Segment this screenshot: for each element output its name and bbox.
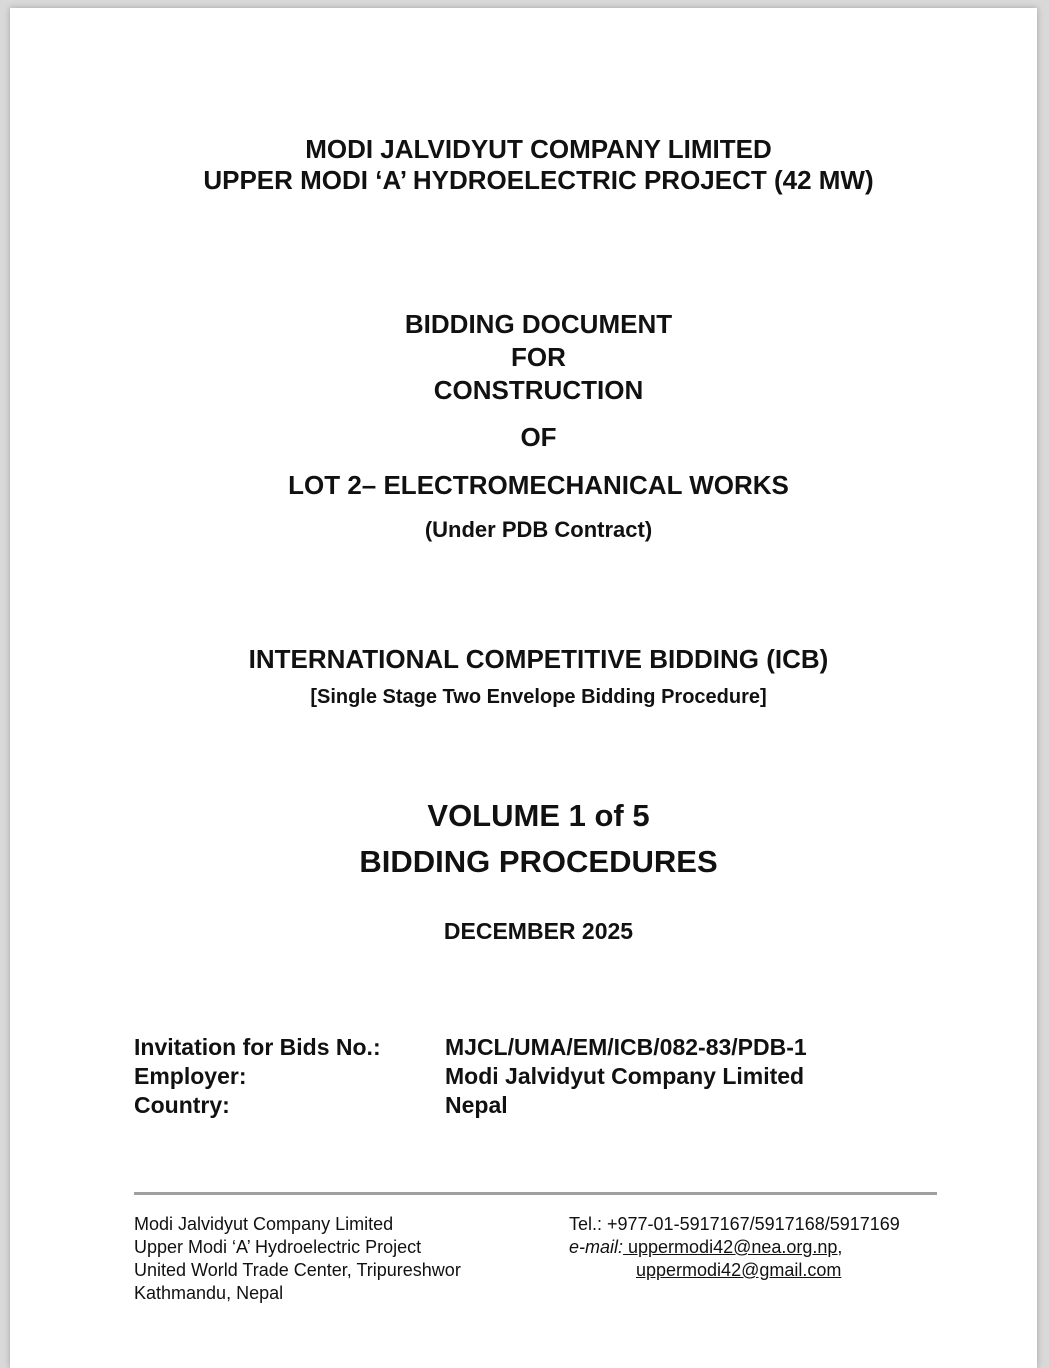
detail-label: Country: [134,1092,230,1118]
detail-label: Employer: [134,1063,247,1089]
email-link-2[interactable]: uppermodi42@gmail.com [636,1260,842,1280]
detail-label: Invitation for Bids No.: [134,1034,381,1060]
email-link-1[interactable]: uppermodi42@nea.org.np, [623,1237,843,1257]
detail-value: Nepal [445,1092,508,1118]
bidding-procedure: [Single Stage Two Envelope Bidding Procedure] [310,686,767,708]
detail-value: MJCL/UMA/EM/ICB/082-83/PDB-1 [445,1034,807,1060]
title-line-4: OF [520,422,557,452]
title-line-1: BIDDING DOCUMENT [404,309,673,339]
bidding-type: INTERNATIONAL COMPETITIVE BIDDING (ICB) [248,644,829,674]
volume-number: VOLUME 1 of 5 [427,798,650,833]
project-name: UPPER MODI ‘A’ HYDROELECTRIC PROJECT (42 MW) [203,165,874,195]
telephone: Tel.: +977-01-5917167/5917168/5917169 [569,1214,900,1234]
details-labels [134,1033,381,1120]
address-line: Upper Modi ‘A’ Hydroelectric Project [134,1237,422,1257]
detail-value: Modi Jalvidyut Company Limited [445,1063,805,1089]
details-values [445,1033,807,1120]
title-line-2: FOR [511,342,566,372]
title-line-5: LOT 2– ELECTROMECHANICAL WORKS [288,470,789,500]
document-date: DECEMBER 2025 [443,918,634,944]
company-name: MODI JALVIDYUT COMPANY LIMITED [305,134,772,164]
email-label: e-mail: [569,1237,624,1257]
address-line: United World Trade Center, Tripureshwor [134,1260,461,1280]
footer-address [134,1213,461,1305]
title-line-3: CONSTRUCTION [433,375,644,405]
address-line: Modi Jalvidyut Company Limited [134,1214,394,1234]
volume-name: BIDDING PROCEDURES [359,844,718,879]
contract-type: (Under PDB Contract) [424,517,653,542]
address-line: Kathmandu, Nepal [134,1283,284,1303]
footer-contact [569,1213,900,1282]
footer-divider [134,1192,937,1195]
